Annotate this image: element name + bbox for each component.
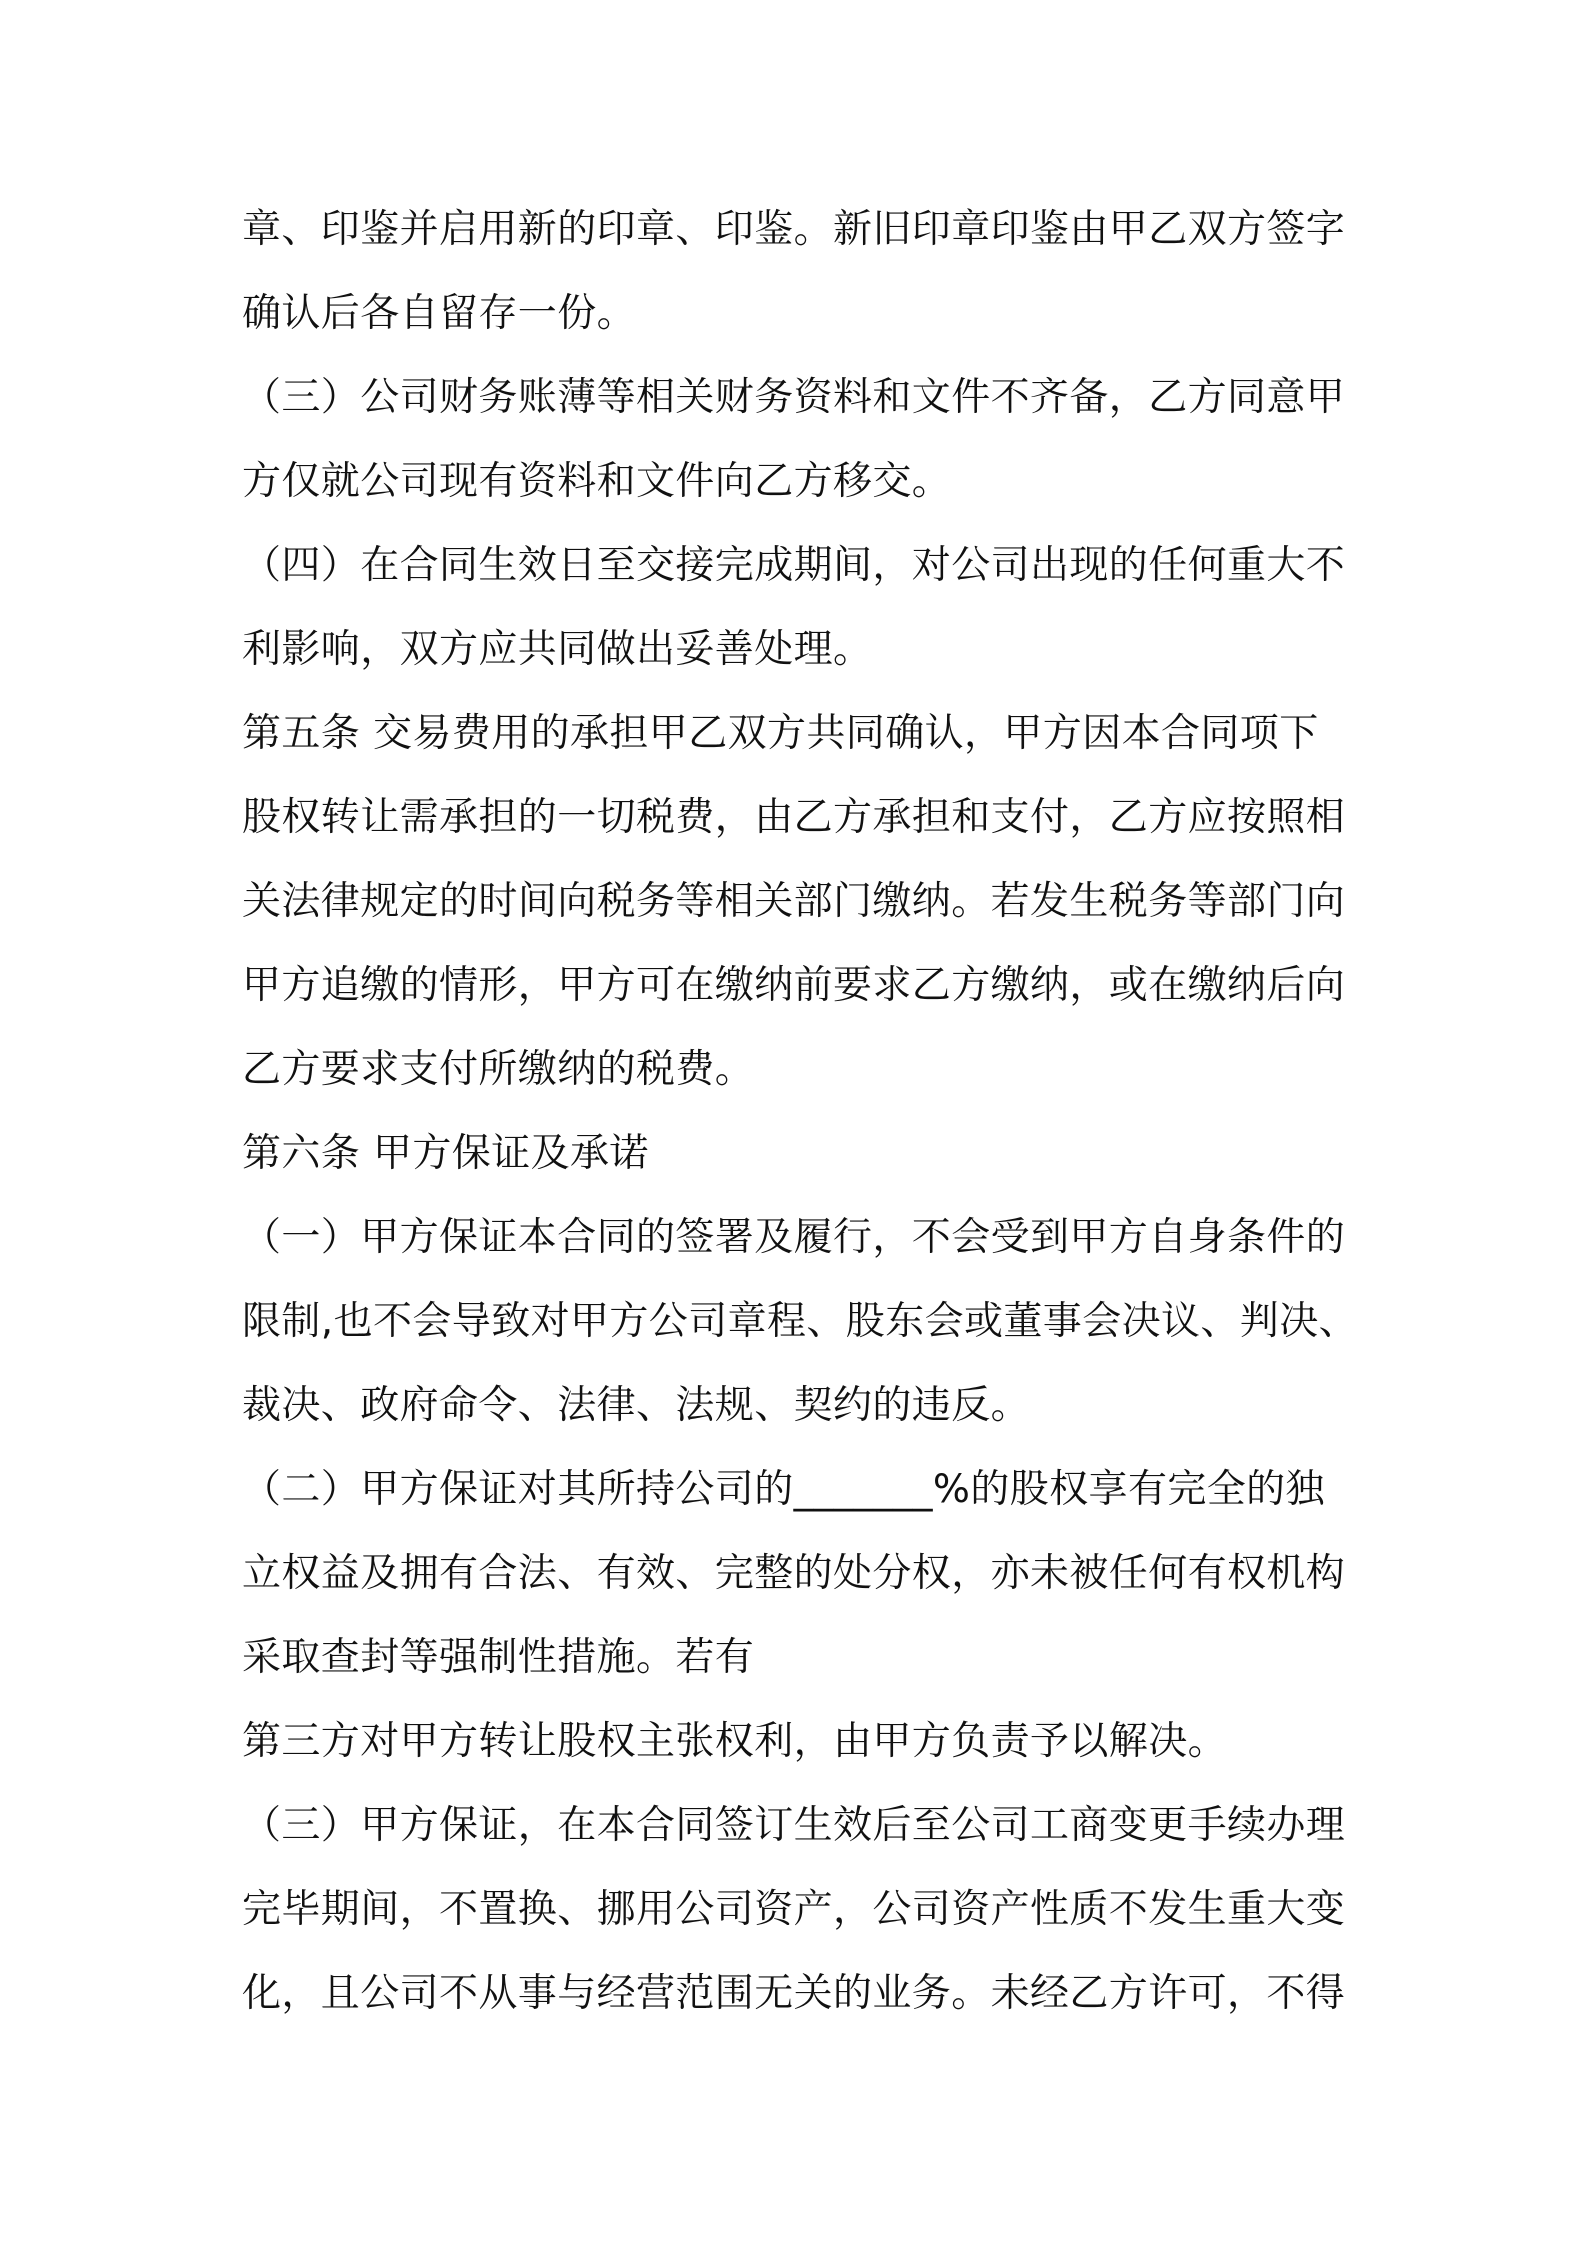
text-line: 章、印鉴并启用新的印章、印鉴。新旧印章印鉴由甲乙双方签字	[242, 207, 1346, 252]
section-heading-article-5: 第五条 交易费用的承担甲乙双方共同确认，甲方因本合同项下	[242, 711, 1319, 756]
text-line: 股权转让需承担的一切税费，由乙方承担和支付，乙方应按照相	[242, 795, 1346, 840]
text-line: （一）甲方保证本合同的签署及履行，不会受到甲方自身条件的	[242, 1215, 1346, 1260]
text-line: 第三方对甲方转让股权主张权利，由甲方负责予以解决。	[242, 1719, 1228, 1764]
text-line: 裁决、政府命令、法律、法规、契约的违反。	[242, 1383, 1031, 1428]
text-line: 关法律规定的时间向税务等相关部门缴纳。若发生税务等部门向	[242, 879, 1346, 924]
text-line: 甲方追缴的情形，甲方可在缴纳前要求乙方缴纳，或在缴纳后向	[242, 963, 1346, 1008]
text-line: 完毕期间，不置换、挪用公司资产，公司资产性质不发生重大变	[242, 1887, 1346, 1932]
text-line: 限制,也不会导致对甲方公司章程、股东会或董事会决议、判决、	[242, 1299, 1358, 1344]
text-line: 方仅就公司现有资料和文件向乙方移交。	[242, 459, 952, 504]
text-line: （三）公司财务账薄等相关财务资料和文件不齐备，乙方同意甲	[242, 375, 1346, 420]
text-line: （三）甲方保证，在本合同签订生效后至公司工商变更手续办理	[242, 1803, 1346, 1848]
text-line: 采取查封等强制性措施。若有	[242, 1635, 755, 1680]
text-line: 立权益及拥有合法、有效、完整的处分权，亦未被任何有权机构	[242, 1551, 1346, 1596]
text-line: （二）甲方保证对其所持公司的_______%的股权享有完全的独	[242, 1467, 1325, 1512]
text-line: 乙方要求支付所缴纳的税费。	[242, 1047, 755, 1092]
text-line: （四）在合同生效日至交接完成期间，对公司出现的任何重大不	[242, 543, 1346, 588]
text-line: 利影响，双方应共同做出妥善处理。	[242, 627, 873, 672]
text-line: 确认后各自留存一份。	[242, 291, 637, 336]
text-line: 化，且公司不从事与经营范围无关的业务。未经乙方许可，不得	[242, 1971, 1346, 2016]
section-heading-article-6: 第六条 甲方保证及承诺	[242, 1131, 649, 1176]
